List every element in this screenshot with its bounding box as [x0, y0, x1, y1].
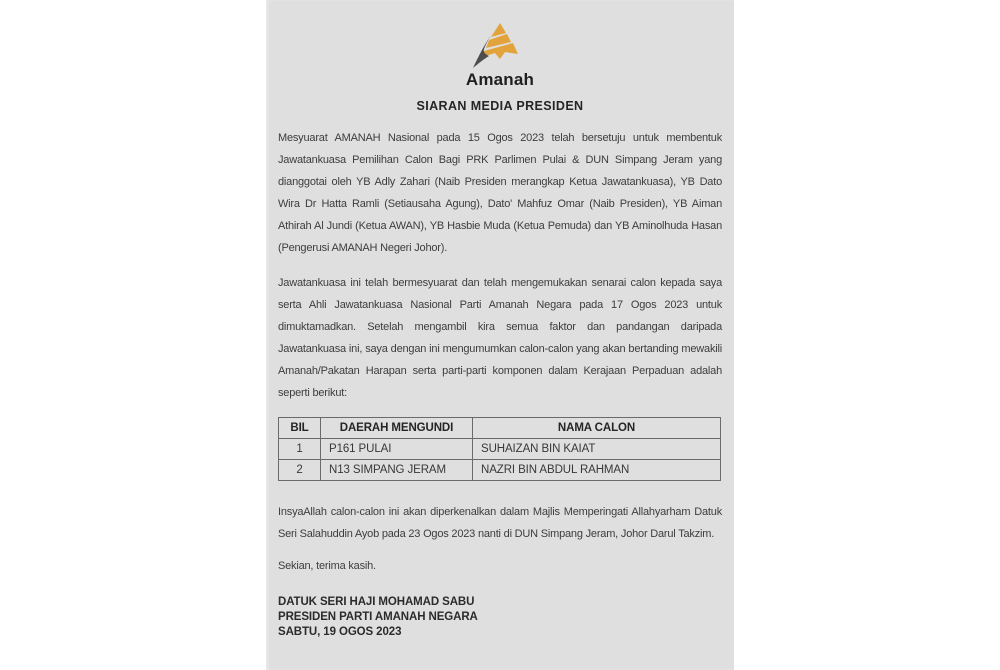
- signature-name: DATUK SERI HAJI MOHAMAD SABU: [278, 596, 475, 608]
- paragraph-closing: InsyaAllah calon-calon ini akan diperkenalkan dalam Majlis Memperingati Allahyarham Datuk Seri Salahuddin Ayob pada 23 Ogos 2023 nanti di DUN Simpang Jeram, Johor Darul Takzim.: [278, 506, 722, 540]
- table-row: [279, 460, 721, 481]
- signature-block: [278, 595, 722, 640]
- paragraph-committee: Mesyuarat AMANAH Nasional pada 15 Ogos 2023 telah bersetuju untuk membentuk Jawatankuasa Pemilihan Calon Bagi PRK Parlimen Pulai & DUN Simpang Jeram yang dianggotai oleh YB Adly Zahari (Naib Presiden merangkap Ketua Jawatankuasa), YB Dato Wira Dr Hatta Ramli (Setiausaha Agung), Dato' Mahfuz Omar (Naib Presiden), YB Aiman Athirah Al Jundi (Ketua AWAN), YB Hasbie Muda (Ketua Pemuda) dan YB Aminolhuda Hasan (Pengerusi AMANAH Negeri Johor).: [278, 132, 722, 254]
- cell-bil: 1: [279, 439, 321, 460]
- press-release-document: [266, 0, 734, 670]
- cell-bil: 2: [279, 460, 321, 481]
- signature-date: SABTU, 19 OGOS 2023: [278, 626, 402, 638]
- logo: [278, 22, 722, 90]
- amanah-logo-icon: [469, 22, 531, 70]
- table-row: [279, 439, 721, 460]
- column-header-daerah: DAERAH MENGUNDI: [321, 418, 473, 439]
- brand-name: Amanah: [465, 70, 535, 89]
- cell-daerah: N13 SIMPANG JERAM: [321, 460, 473, 481]
- cell-nama: SUHAIZAN BIN KAIAT: [473, 439, 721, 460]
- document-title: SIARAN MEDIA PRESIDEN: [416, 99, 584, 113]
- cell-nama: NAZRI BIN ABDUL RAHMAN: [473, 460, 721, 481]
- column-header-nama: NAMA CALON: [473, 418, 721, 439]
- table-header-row: [279, 418, 721, 439]
- column-header-bil: BIL: [279, 418, 321, 439]
- sign-off-text: Sekian, terima kasih.: [278, 560, 376, 572]
- signature-title: PRESIDEN PARTI AMANAH NEGARA: [278, 611, 478, 623]
- paragraph-announcement: Jawatankuasa ini telah bermesyuarat dan telah mengemukakan senarai calon kepada saya serta Ahli Jawatankuasa Nasional Parti Amanah Negara pada 17 Ogos 2023 untuk dimuktamadkan. Setelah mengambil kira semua faktor dan pandangan daripada Jawatankuasa ini, saya dengan ini mengumumkan calon-calon yang akan bertanding mewakili Amanah/Pakatan Harapan serta parti-parti komponen dalam Kerajaan Perpaduan adalah seperti berikut:: [278, 277, 722, 399]
- candidates-table: [278, 417, 721, 481]
- cell-daerah: P161 PULAI: [321, 439, 473, 460]
